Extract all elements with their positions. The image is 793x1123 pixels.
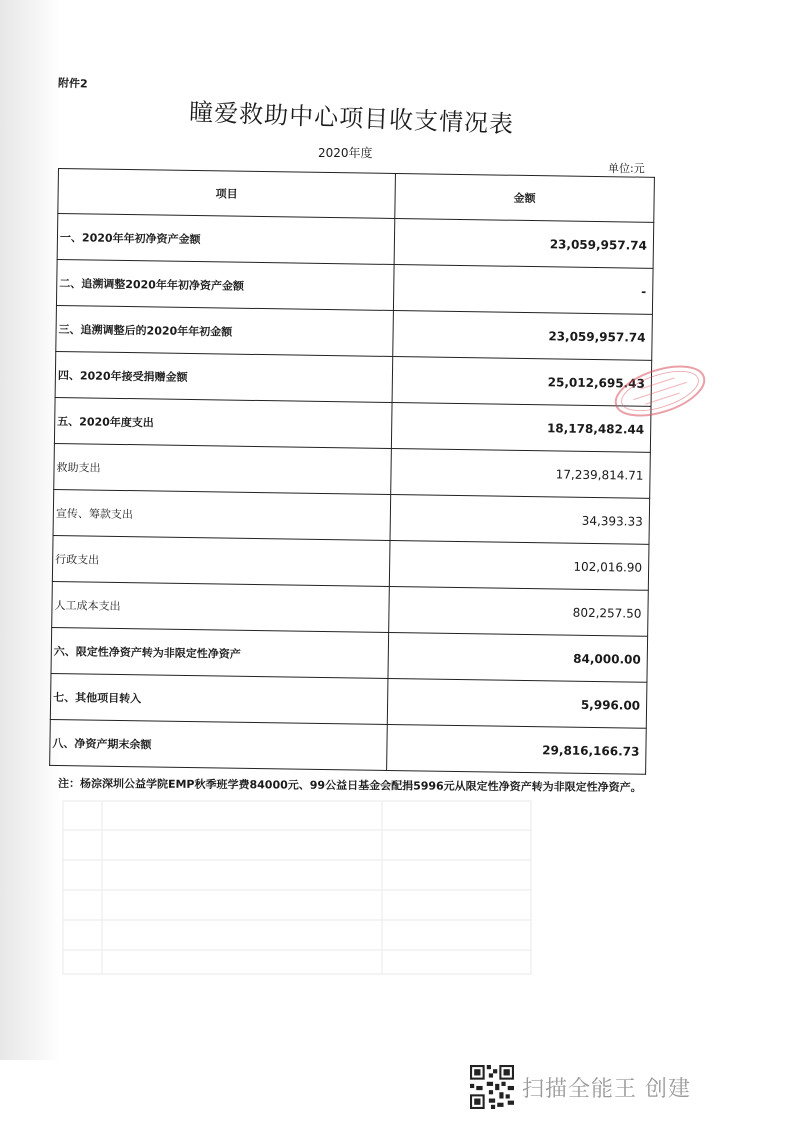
row-amount: 23,059,957.74 — [393, 310, 653, 360]
report-table-wrapper — [49, 168, 654, 775]
bleed-through-ghost-table — [62, 800, 532, 975]
row-amount: - — [393, 264, 653, 314]
row-label: 宣传、筹款支出 — [53, 489, 391, 540]
row-amount: 5,996.00 — [387, 678, 647, 728]
row-label: 二、追溯调整2020年年初净资产金额 — [56, 259, 394, 310]
footnote: 注：杨淙深圳公益学院EMP秋季班学费84000元、99公益日基金会配捐5996元从限定性净资产转为非限定性净资产。 — [57, 776, 642, 795]
header-amount: 金额 — [395, 174, 655, 223]
row-label: 五、2020年度支出 — [54, 397, 392, 448]
row-label: 七、其他项目转入 — [50, 673, 388, 724]
document-title: 瞳爱救助中心项目收支情况表 — [188, 97, 515, 139]
row-label: 六、限定性净资产转为非限定性净资产 — [51, 627, 389, 678]
row-amount: 29,816,166.73 — [387, 724, 647, 774]
scan-shadow-edge — [0, 0, 60, 1060]
row-label: 八、净资产期末余额 — [50, 719, 388, 770]
income-expense-table — [49, 168, 655, 775]
row-amount: 18,178,482.44 — [391, 402, 651, 452]
qr-code-icon — [470, 1065, 514, 1109]
row-amount: 802,257.50 — [389, 586, 649, 636]
row-amount: 25,012,695.43 — [392, 356, 652, 406]
row-label: 三、追溯调整后的2020年年初金额 — [56, 305, 394, 356]
report-year: 2020年度 — [318, 146, 373, 160]
row-amount: 34,393.33 — [390, 494, 650, 544]
scanner-watermark — [470, 1065, 691, 1109]
row-label: 救助支出 — [54, 443, 392, 494]
currency-unit: 单位:元 — [608, 162, 645, 175]
row-amount: 102,016.90 — [389, 540, 649, 590]
row-label: 一、2020年年初净资产金额 — [57, 214, 395, 265]
table-row — [50, 719, 647, 774]
row-label: 四、2020年接受捐赠金额 — [55, 351, 393, 402]
row-amount: 17,239,814.71 — [391, 448, 651, 498]
row-amount: 84,000.00 — [388, 632, 648, 682]
attachment-label: 附件2 — [57, 76, 88, 91]
row-label: 人工成本支出 — [52, 581, 390, 632]
scanner-brand-text: 扫描全能王 创建 — [522, 1076, 691, 1102]
header-item: 项目 — [58, 169, 396, 219]
row-amount: 23,059,957.74 — [394, 219, 654, 269]
row-label: 行政支出 — [52, 535, 390, 586]
